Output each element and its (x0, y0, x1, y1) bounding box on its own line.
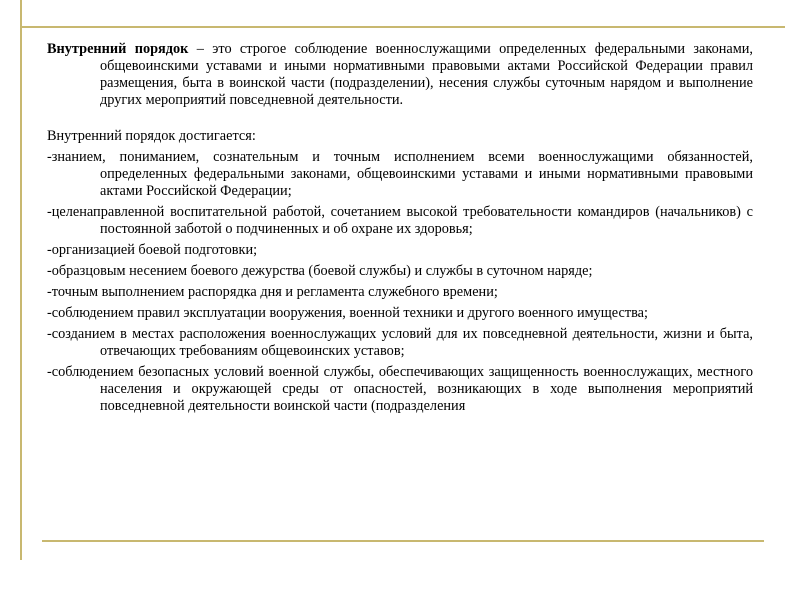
list-item: -организацией боевой подготовки; (47, 242, 258, 258)
definition-text: – это строгое соблюдение военнослужащими определенных федеральными законами, общевоинскими уставами и иными нормативными правовыми актами Российской Федерации правил размещения, быта в воинской части (подразделении), несения службы суточным нарядом и выполнение других мероприятий повседневной деятельности. (100, 41, 753, 108)
list-item: -образцовым несением боевого дежурства (боевой службы) и службы в суточном наряде; (47, 263, 593, 279)
list-item: -соблюдением правил эксплуатации вооружения, военной техники и другого военного имущества; (47, 305, 648, 321)
top-decorative-rule (20, 26, 785, 28)
list-item: -точным выполнением распорядка дня и регламента служебного времени; (47, 284, 498, 300)
list-item: -знанием, пониманием, сознательным и точным исполнением всеми военнослужащими обязанностей, определенных федеральными законами, общевоинскими уставами и иными нормативными правовыми актами Российской Федерации; (47, 149, 753, 199)
list-lead: Внутренний порядок достигается: (47, 128, 256, 144)
list-item: -целенаправленной воспитательной работой, сочетанием высокой требовательности командиров (начальников) с постоянной заботой о подчиненных и об охране их здоровья; (47, 204, 753, 237)
bottom-decorative-rule (42, 540, 764, 542)
left-decorative-rule (20, 0, 22, 560)
list-item: -созданием в местах расположения военнослужащих условий для их повседневной деятельности, жизни и быта, отвечающих требованиям общевоинских уставов; (47, 326, 753, 359)
definition-paragraph (47, 41, 753, 109)
slide-text-body (47, 41, 753, 415)
list-item: -соблюдением безопасных условий военной службы, обеспечивающих защищенность военнослужащих, местного населения и окружающей среды от опасностей, возникающих в ходе выполнения мероприятий повседневной деятельности воинской части (подразделения (47, 364, 753, 414)
definition-term: Внутренний порядок (47, 41, 189, 57)
